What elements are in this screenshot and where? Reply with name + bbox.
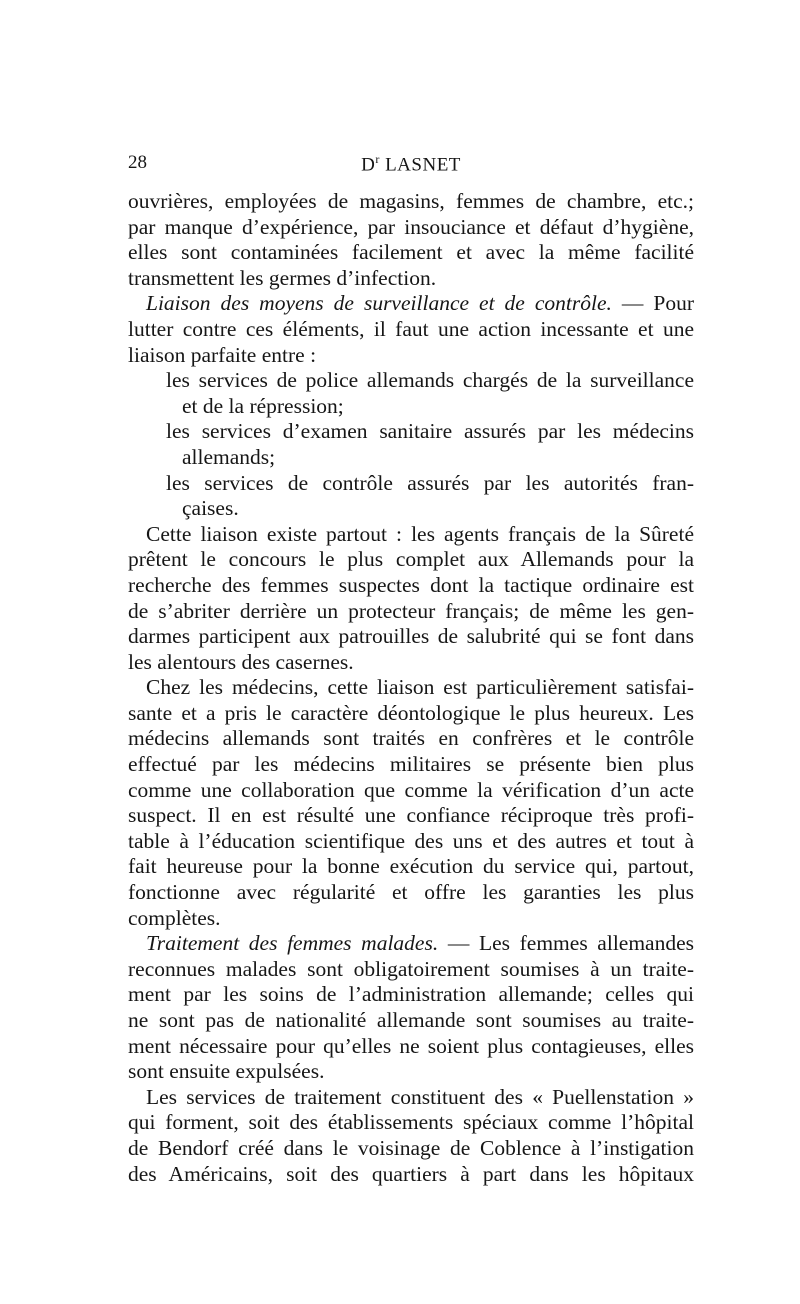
list-item-continuation: çaises.: [182, 496, 239, 521]
text-line: des Américains, soit des quartiers à part dans les hôpitaux: [128, 1161, 694, 1186]
section-heading-liaison: Liaison des moyens de surveillance et de contrôle.: [146, 291, 612, 316]
text-line: transmettent les germes d’infection.: [128, 265, 437, 290]
list-item: les services de contrôle assurés par les autorités fran-: [166, 470, 694, 495]
text-line: ne sont pas de nationalité allemande sont soumises au traite-: [128, 1008, 694, 1032]
text-line: comme une collaboration que comme la vérification d’un acte: [128, 777, 694, 802]
text-line: reconnues malades sont obligatoirement soumises à un traite-: [128, 956, 694, 981]
paragraph: [128, 522, 694, 676]
heading-tail: — Les femmes allemandes: [438, 931, 695, 956]
text-line: effectué par les médecins militaires se présente bien plus: [128, 752, 694, 777]
text-line: Chez les médecins, cette liaison est particulièrement satisfai-: [146, 675, 694, 700]
text-line: liaison parfaite entre :: [128, 342, 317, 367]
text-line: qui forment, soit des établissements spéciaux comme l’hôpital: [128, 1110, 694, 1135]
page-header: [128, 152, 694, 182]
text-line: suspect. Il en est résulté une confiance réciproque très profi-: [128, 803, 694, 828]
list-item-continuation: et de la répression;: [182, 393, 344, 418]
list-item-continuation: allemands;: [182, 444, 276, 469]
text-line: de Bendorf créé dans le voisinage de Coblence à l’instigation: [128, 1135, 694, 1160]
text-line: darmes participent aux patrouilles de salubrité qui se font dans: [128, 624, 694, 649]
services-list: [128, 368, 694, 522]
author-prefix: D: [361, 154, 376, 176]
section-heading-traitement: Traitement des femmes malades.: [146, 931, 439, 956]
text-line: prêtent le concours le plus complet aux Allemands pour la: [128, 547, 694, 572]
text-line: médecins allemands sont traités en confrères et le contrôle: [128, 726, 694, 751]
text-line: les alentours des casernes.: [128, 649, 354, 674]
text-line: fait heureuse pour la bonne exécution du service qui, partout,: [128, 854, 694, 879]
text-line: ouvrières, employées de magasins, femmes de chambre, etc.;: [128, 189, 694, 213]
paragraph: [128, 675, 694, 931]
text-line: de s’abriter derrière un protecteur français; de même les gen-: [128, 598, 694, 623]
text-line: complètes.: [128, 905, 221, 930]
author-sup: r: [375, 152, 380, 166]
text-line: fonctionne avec régularité et offre les garanties les plus: [128, 880, 694, 905]
text-line: par manque d’expérience, par insouciance et défaut d’hygiène,: [128, 214, 694, 239]
list-item: les services d’examen sanitaire assurés par les médecins: [166, 419, 694, 444]
list-item: les services de police allemands chargés de la surveillance: [166, 368, 694, 393]
text-line: sante et a pris le caractère déontologique le plus heureux. Les: [128, 700, 694, 725]
text-line: recherche des femmes suspectes dont la tactique ordinaire est: [128, 572, 694, 597]
text-line: sont ensuite expulsées.: [128, 1059, 325, 1084]
text-line: Cette liaison existe partout : les agents français de la Sûreté: [146, 521, 694, 546]
text-line: Les services de traitement constituent des « Puellenstation »: [146, 1084, 694, 1109]
body-text: [128, 189, 694, 1187]
text-line: elles sont contaminées facilement et avec la même facilité: [128, 240, 694, 265]
author-name: LASNET: [379, 154, 461, 176]
page-number: 28: [128, 152, 147, 173]
text-line: lutter contre ces éléments, il faut une action incessante et une: [128, 316, 694, 341]
text-line: table à l’éducation scientifique des uns et des autres et tout à: [128, 828, 694, 853]
paragraph-continuation: [128, 189, 694, 291]
text-line: [128, 931, 694, 957]
text-line: [128, 291, 694, 317]
text-line: ment par les soins de l’administration allemande; celles qui: [128, 982, 694, 1007]
heading-tail: — Pour: [611, 291, 694, 316]
text-line: ment nécessaire pour qu’elles ne soient plus contagieuses, elles: [128, 1033, 694, 1058]
paragraph: [128, 1085, 694, 1187]
running-head: [128, 152, 694, 176]
paragraph-traitement: [128, 931, 694, 1085]
paragraph-liaison: [128, 291, 694, 368]
